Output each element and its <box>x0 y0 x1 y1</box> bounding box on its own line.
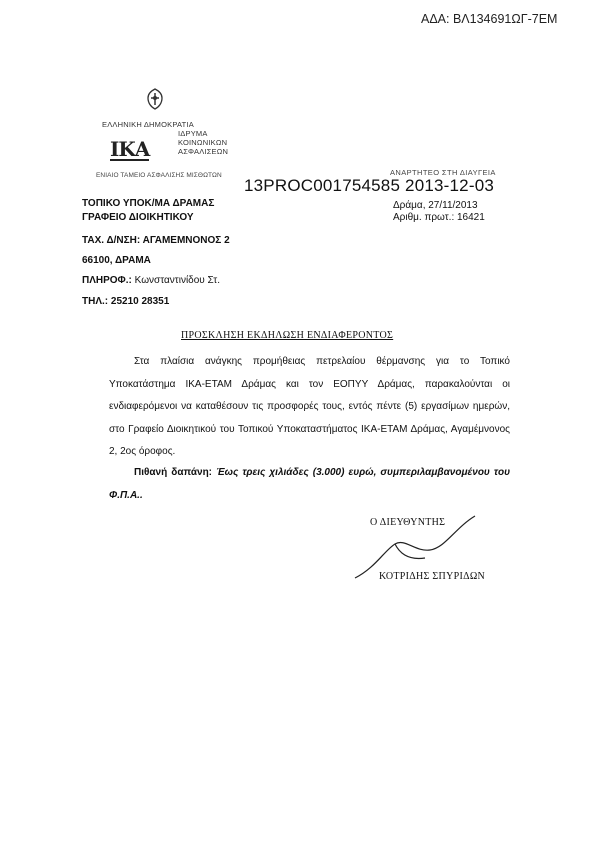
body-paragraph <box>109 351 510 464</box>
org-footer: ΕΝΙΑΙΟ ΤΑΜΕΙΟ ΑΣΦΑΛΙΣΗΣ ΜΙΣΘΩΤΩΝ <box>96 172 222 179</box>
org-line: ΚΟΙΝΩΝΙΚΩΝ <box>178 138 228 147</box>
greek-emblem-icon <box>145 88 165 110</box>
sender-address: ΤΑΧ. Δ/ΝΣΗ: ΑΓΑΜΕΜΝΟΝΟΣ 2 <box>82 235 230 246</box>
sender-department: ΓΡΑΦΕΙΟ ΔΙΟΙΚΗΤΙΚΟΥ <box>82 212 194 223</box>
org-line: ΑΣΦΑΛΙΣΕΩΝ <box>178 147 229 156</box>
proc-stamp: 13PROC001754585 2013-12-03 <box>244 176 494 195</box>
sender-city: 66100, ΔΡΑΜΑ <box>82 255 151 266</box>
cost-label: Πιθανή δαπάνη: <box>134 467 213 478</box>
sender-phone: ΤΗΛ.: 25210 28351 <box>82 296 170 307</box>
info-label: ΠΛΗΡΟΦ.: <box>82 275 132 286</box>
info-name: Κωνσταντινίδου Στ. <box>134 275 220 286</box>
protocol-number: Αριθμ. πρωτ.: 16421 <box>393 212 485 223</box>
cost-text: Έως τρεις χιλιάδες (3.000) ευρώ, συμπεριλαμβανομένου του Φ.Π.Α.. <box>109 467 510 501</box>
cost-paragraph <box>109 462 510 507</box>
sender-info <box>82 275 220 286</box>
body-text: Στα πλαίσια ανάγκης προμήθειας πετρελαίου θέρμανσης για το Τοπικό Υποκατάστημα ΙΚΑ-ΕΤΑΜ Δράμας και τον ΕΟΠΥΥ Δράμας, παρακαλούνται οι ενδιαφερόμενοι να καταθέσουν τις προσφορές τους, εντός πέντε (5) εργασίμων ημερών, στο Γραφείο Διοικητικού του Τοπικού Υποκαταστήματος ΙΚΑ-ΕΤΑΜ Δράμας, Αγαμέμνονος 2, 2ος όροφος. <box>109 356 510 457</box>
signature-name: ΚΟΤΡΙΔΗΣ ΣΠΥΡΙΔΩΝ <box>379 571 486 582</box>
ika-logo <box>110 137 149 161</box>
document-title: ΠΡΟΣΚΛΗΣΗ ΕΚΔΗΛΩΣΗ ΕΝΔΙΑΦΕΡΟΝΤΟΣ <box>181 330 394 341</box>
sender-office: ΤΟΠΙΚΟ ΥΠΟΚ/ΜΑ ΔΡΑΜΑΣ <box>82 198 215 209</box>
ika-logo-text: ΙΚΑ <box>110 137 150 161</box>
document-date: Δράμα, 27/11/2013 <box>393 200 478 211</box>
org-line: ΙΔΡΥΜΑ <box>178 129 208 138</box>
diavgeia-stamp: ΑΝΑΡΤΗΤΕΟ ΣΤΗ ΔΙΑΥΓΕΙΑ <box>390 168 496 177</box>
signature-role: Ο ΔΙΕΥΘΥΝΤΗΣ <box>370 517 446 528</box>
org-line: ΕΛΛΗΝΙΚΗ ΔΗΜΟΚΡΑΤΙΑ <box>102 120 194 129</box>
ada-code: ΑΔΑ: ΒΛ134691ΩΓ-7ΕΜ <box>421 12 558 26</box>
